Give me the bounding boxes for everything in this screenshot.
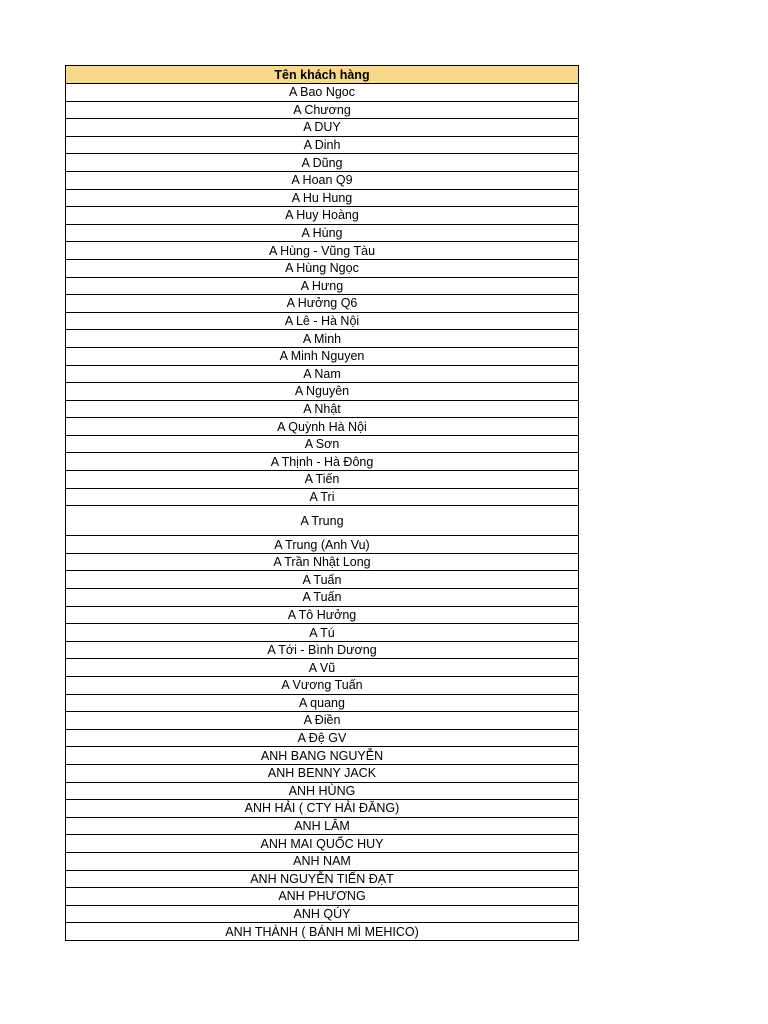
- customer-name-cell: A Dũng: [66, 154, 579, 172]
- table-row: [66, 852, 579, 870]
- table-row: [66, 471, 579, 489]
- customer-name-cell: A Tô Hưởng: [66, 606, 579, 624]
- customer-name-cell: A Hu Hung: [66, 189, 579, 207]
- table-row: [66, 677, 579, 695]
- table-row: [66, 101, 579, 119]
- customer-name-cell: A Dinh: [66, 136, 579, 154]
- table-row: [66, 224, 579, 242]
- customer-name-cell: ANH QÚY: [66, 905, 579, 923]
- table-row: [66, 888, 579, 906]
- customer-name-cell: A Trung (Anh Vu): [66, 536, 579, 554]
- customer-name-cell: A Vũ: [66, 659, 579, 677]
- table-row: [66, 330, 579, 348]
- table-row: [66, 694, 579, 712]
- customer-name-cell: A Vương Tuấn: [66, 677, 579, 695]
- customer-name-cell: A Trung: [66, 506, 579, 536]
- customer-name-cell: A Tiến: [66, 471, 579, 489]
- table-row: [66, 259, 579, 277]
- table-row: [66, 764, 579, 782]
- table-row: [66, 624, 579, 642]
- customer-name-cell: A Tới - Bình Dương: [66, 641, 579, 659]
- customer-name-cell: A Hưởng Q6: [66, 295, 579, 313]
- table-row: [66, 400, 579, 418]
- table-row: [66, 171, 579, 189]
- table-row: [66, 659, 579, 677]
- table-row: [66, 923, 579, 941]
- table-row: [66, 641, 579, 659]
- customer-name-cell: ANH BANG NGUYỄN: [66, 747, 579, 765]
- customer-name-cell: A Lê - Hà Nội: [66, 312, 579, 330]
- customer-name-cell: ANH NAM: [66, 852, 579, 870]
- table-row: [66, 870, 579, 888]
- table-row: [66, 488, 579, 506]
- table-row: [66, 295, 579, 313]
- customer-name-cell: A Tuấn: [66, 571, 579, 589]
- customer-name-cell: A Tri: [66, 488, 579, 506]
- table-row: [66, 747, 579, 765]
- customer-name-cell: A Đệ GV: [66, 729, 579, 747]
- customer-name-cell: A quang: [66, 694, 579, 712]
- table-row: [66, 418, 579, 436]
- customer-name-cell: ANH HẢI ( CTY HẢI ĐĂNG): [66, 800, 579, 818]
- customer-name-cell: A Huy Hoàng: [66, 207, 579, 225]
- table-row: [66, 242, 579, 260]
- customer-name-column-header: Tên khách hàng: [66, 66, 579, 84]
- customer-name-cell: ANH NGUYỄN TIẾN ĐẠT: [66, 870, 579, 888]
- customer-name-cell: A Tuấn: [66, 589, 579, 607]
- table-row: [66, 277, 579, 295]
- table-row: [66, 712, 579, 730]
- header-row: [66, 66, 579, 84]
- table-row: [66, 729, 579, 747]
- customer-name-cell: A Quỳnh Hà Nội: [66, 418, 579, 436]
- customer-name-cell: A Điền: [66, 712, 579, 730]
- table-row: [66, 606, 579, 624]
- customer-rows: [66, 84, 579, 941]
- table-row: [66, 506, 579, 536]
- table-row: [66, 383, 579, 401]
- customer-name-cell: A Nam: [66, 365, 579, 383]
- customer-name-cell: A Tú: [66, 624, 579, 642]
- customer-name-cell: ANH BENNY JACK: [66, 764, 579, 782]
- table-row: [66, 84, 579, 102]
- customer-name-cell: A Minh: [66, 330, 579, 348]
- customer-name-cell: A DUY: [66, 119, 579, 137]
- customer-name-cell: A Hưng: [66, 277, 579, 295]
- customer-name-cell: ANH HÙNG: [66, 782, 579, 800]
- customer-name-cell: ANH MAI QUỐC HUY: [66, 835, 579, 853]
- table-row: [66, 835, 579, 853]
- table-row: [66, 347, 579, 365]
- customer-name-cell: A Nhật: [66, 400, 579, 418]
- table-row: [66, 435, 579, 453]
- customer-name-cell: A Hùng Ngọc: [66, 259, 579, 277]
- customer-name-cell: A Hoan Q9: [66, 171, 579, 189]
- customer-name-cell: ANH LÂM: [66, 817, 579, 835]
- table-row: [66, 207, 579, 225]
- customer-name-cell: A Nguyên: [66, 383, 579, 401]
- customer-name-cell: A Sơn: [66, 435, 579, 453]
- customer-name-cell: A Bao Ngoc: [66, 84, 579, 102]
- table-row: [66, 817, 579, 835]
- table-row: [66, 536, 579, 554]
- table-row: [66, 782, 579, 800]
- table-row: [66, 571, 579, 589]
- customer-name-cell: A Hùng: [66, 224, 579, 242]
- customer-name-cell: ANH THÀNH ( BÁNH MÌ MEHICO): [66, 923, 579, 941]
- table-row: [66, 453, 579, 471]
- table-row: [66, 905, 579, 923]
- customer-name-cell: A Chương: [66, 101, 579, 119]
- customer-name-cell: A Minh Nguyen: [66, 347, 579, 365]
- table-row: [66, 154, 579, 172]
- customer-name-cell: A Trần Nhật Long: [66, 553, 579, 571]
- table-row: [66, 800, 579, 818]
- table-row: [66, 589, 579, 607]
- table-row: [66, 365, 579, 383]
- customer-table: [65, 65, 579, 941]
- customer-name-cell: A Hùng - Vũng Tàu: [66, 242, 579, 260]
- table-row: [66, 553, 579, 571]
- customer-name-cell: A Thịnh - Hà Đông: [66, 453, 579, 471]
- table-row: [66, 312, 579, 330]
- table-row: [66, 136, 579, 154]
- customer-name-cell: ANH PHƯƠNG: [66, 888, 579, 906]
- table-row: [66, 119, 579, 137]
- table-row: [66, 189, 579, 207]
